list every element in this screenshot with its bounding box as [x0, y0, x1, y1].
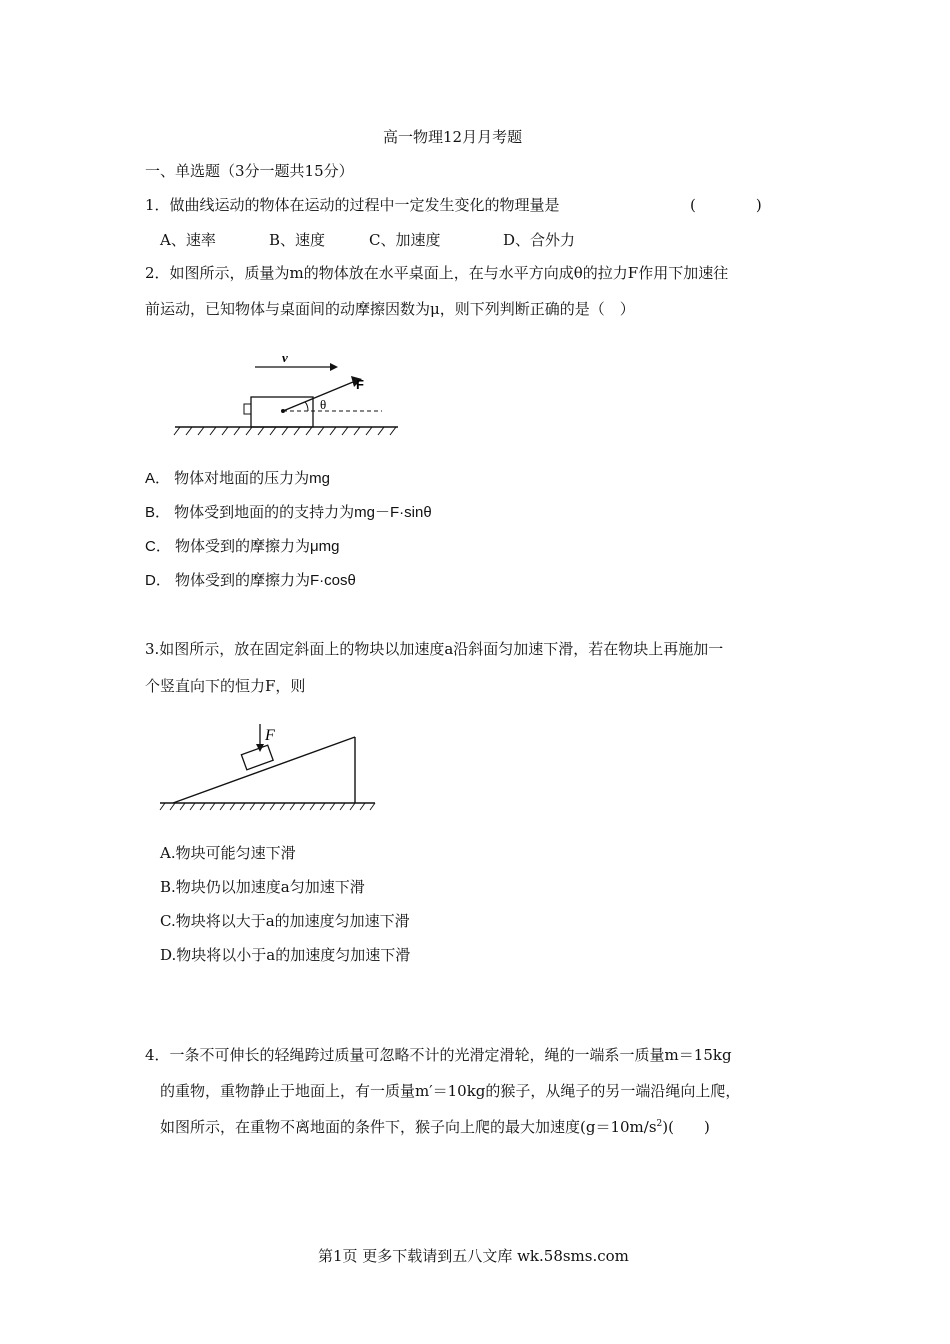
- incline-block: [241, 745, 273, 770]
- question-3-option-d: D.物块将以小于a的加速度匀加速下滑: [160, 946, 411, 964]
- ground: [160, 803, 375, 810]
- question-1-stem: 1．做曲线运动的物体在运动的过程中一定发生变化的物理量是: [145, 196, 560, 214]
- question-1-option-c: C、加速度: [369, 231, 441, 249]
- question-2-option-d: D． 物体受到的摩擦力为F·cosθ: [145, 572, 356, 589]
- question-2-option-b: B． 物体受到地面的的支持力为mg－F·sinθ: [145, 504, 432, 521]
- velocity-arrow: [255, 363, 338, 371]
- question-3-option-a: A.物块可能匀速下滑: [160, 844, 296, 862]
- velocity-label: v: [282, 350, 288, 365]
- question-4-exponent: 2: [656, 1119, 663, 1129]
- question-1-option-b: B、速度: [269, 231, 326, 249]
- page-title: 高一物理12月月考题: [383, 128, 523, 146]
- question-3-option-b: B.物块仍以加速度a匀加速下滑: [160, 878, 365, 896]
- question-2-option-c: C． 物体受到的摩擦力为μmg: [145, 538, 340, 555]
- section-heading: 一、单选题（3分一题共15分）: [145, 162, 354, 180]
- downward-force-label: F: [265, 727, 275, 744]
- question-4-line3: [160, 1116, 710, 1137]
- question-4-line2: 的重物，重物静止于地面上，有一质量m′＝10kg的猴子，从绳子的另一端沿绳向上爬，: [160, 1082, 741, 1100]
- page-footer: 第1页 更多下载请到五八文库 wk.58sms.com: [318, 1247, 629, 1265]
- ground: [174, 427, 398, 435]
- angle-label: θ: [320, 397, 327, 412]
- question-1-option-a: A、速率: [160, 231, 216, 249]
- question-4-line3-text: 如图所示，在重物不离地面的条件下，猴子向上爬的最大加速度(g＝10m/s: [160, 1118, 657, 1136]
- angle-arc: [305, 402, 308, 411]
- block-hook: [244, 404, 251, 414]
- question-1-bracket: ( ): [690, 196, 762, 214]
- question-2-stem-line1: 2．如图所示，质量为m的物体放在水平桌面上，在与水平方向成θ的拉力F作用下加速往: [145, 264, 729, 282]
- question-2-figure: [170, 345, 410, 440]
- force-label: F: [356, 377, 364, 392]
- question-2-stem-line2: 前运动，已知物体与桌面间的动摩擦因数为μ，则下列判断正确的是（ ）: [145, 300, 635, 318]
- question-3-stem-line1: 3.如图所示，放在固定斜面上的物块以加速度a沿斜面匀加速下滑，若在物块上再施加一: [145, 640, 724, 658]
- question-3-stem-line2: 个竖直向下的恒力F，则: [145, 677, 306, 695]
- question-3-option-c: C.物块将以大于a的加速度匀加速下滑: [160, 912, 410, 930]
- question-2-option-a: A． 物体对地面的压力为mg: [145, 470, 331, 487]
- question-4-line1: 4．一条不可伸长的轻绳跨过质量可忽略不计的光滑定滑轮，绳的一端系一质量m＝15kg: [145, 1046, 732, 1064]
- question-4-line3-bracket: )( ): [662, 1118, 710, 1136]
- question-1-option-d: D、合外力: [503, 231, 576, 249]
- question-3-figure: [155, 720, 385, 820]
